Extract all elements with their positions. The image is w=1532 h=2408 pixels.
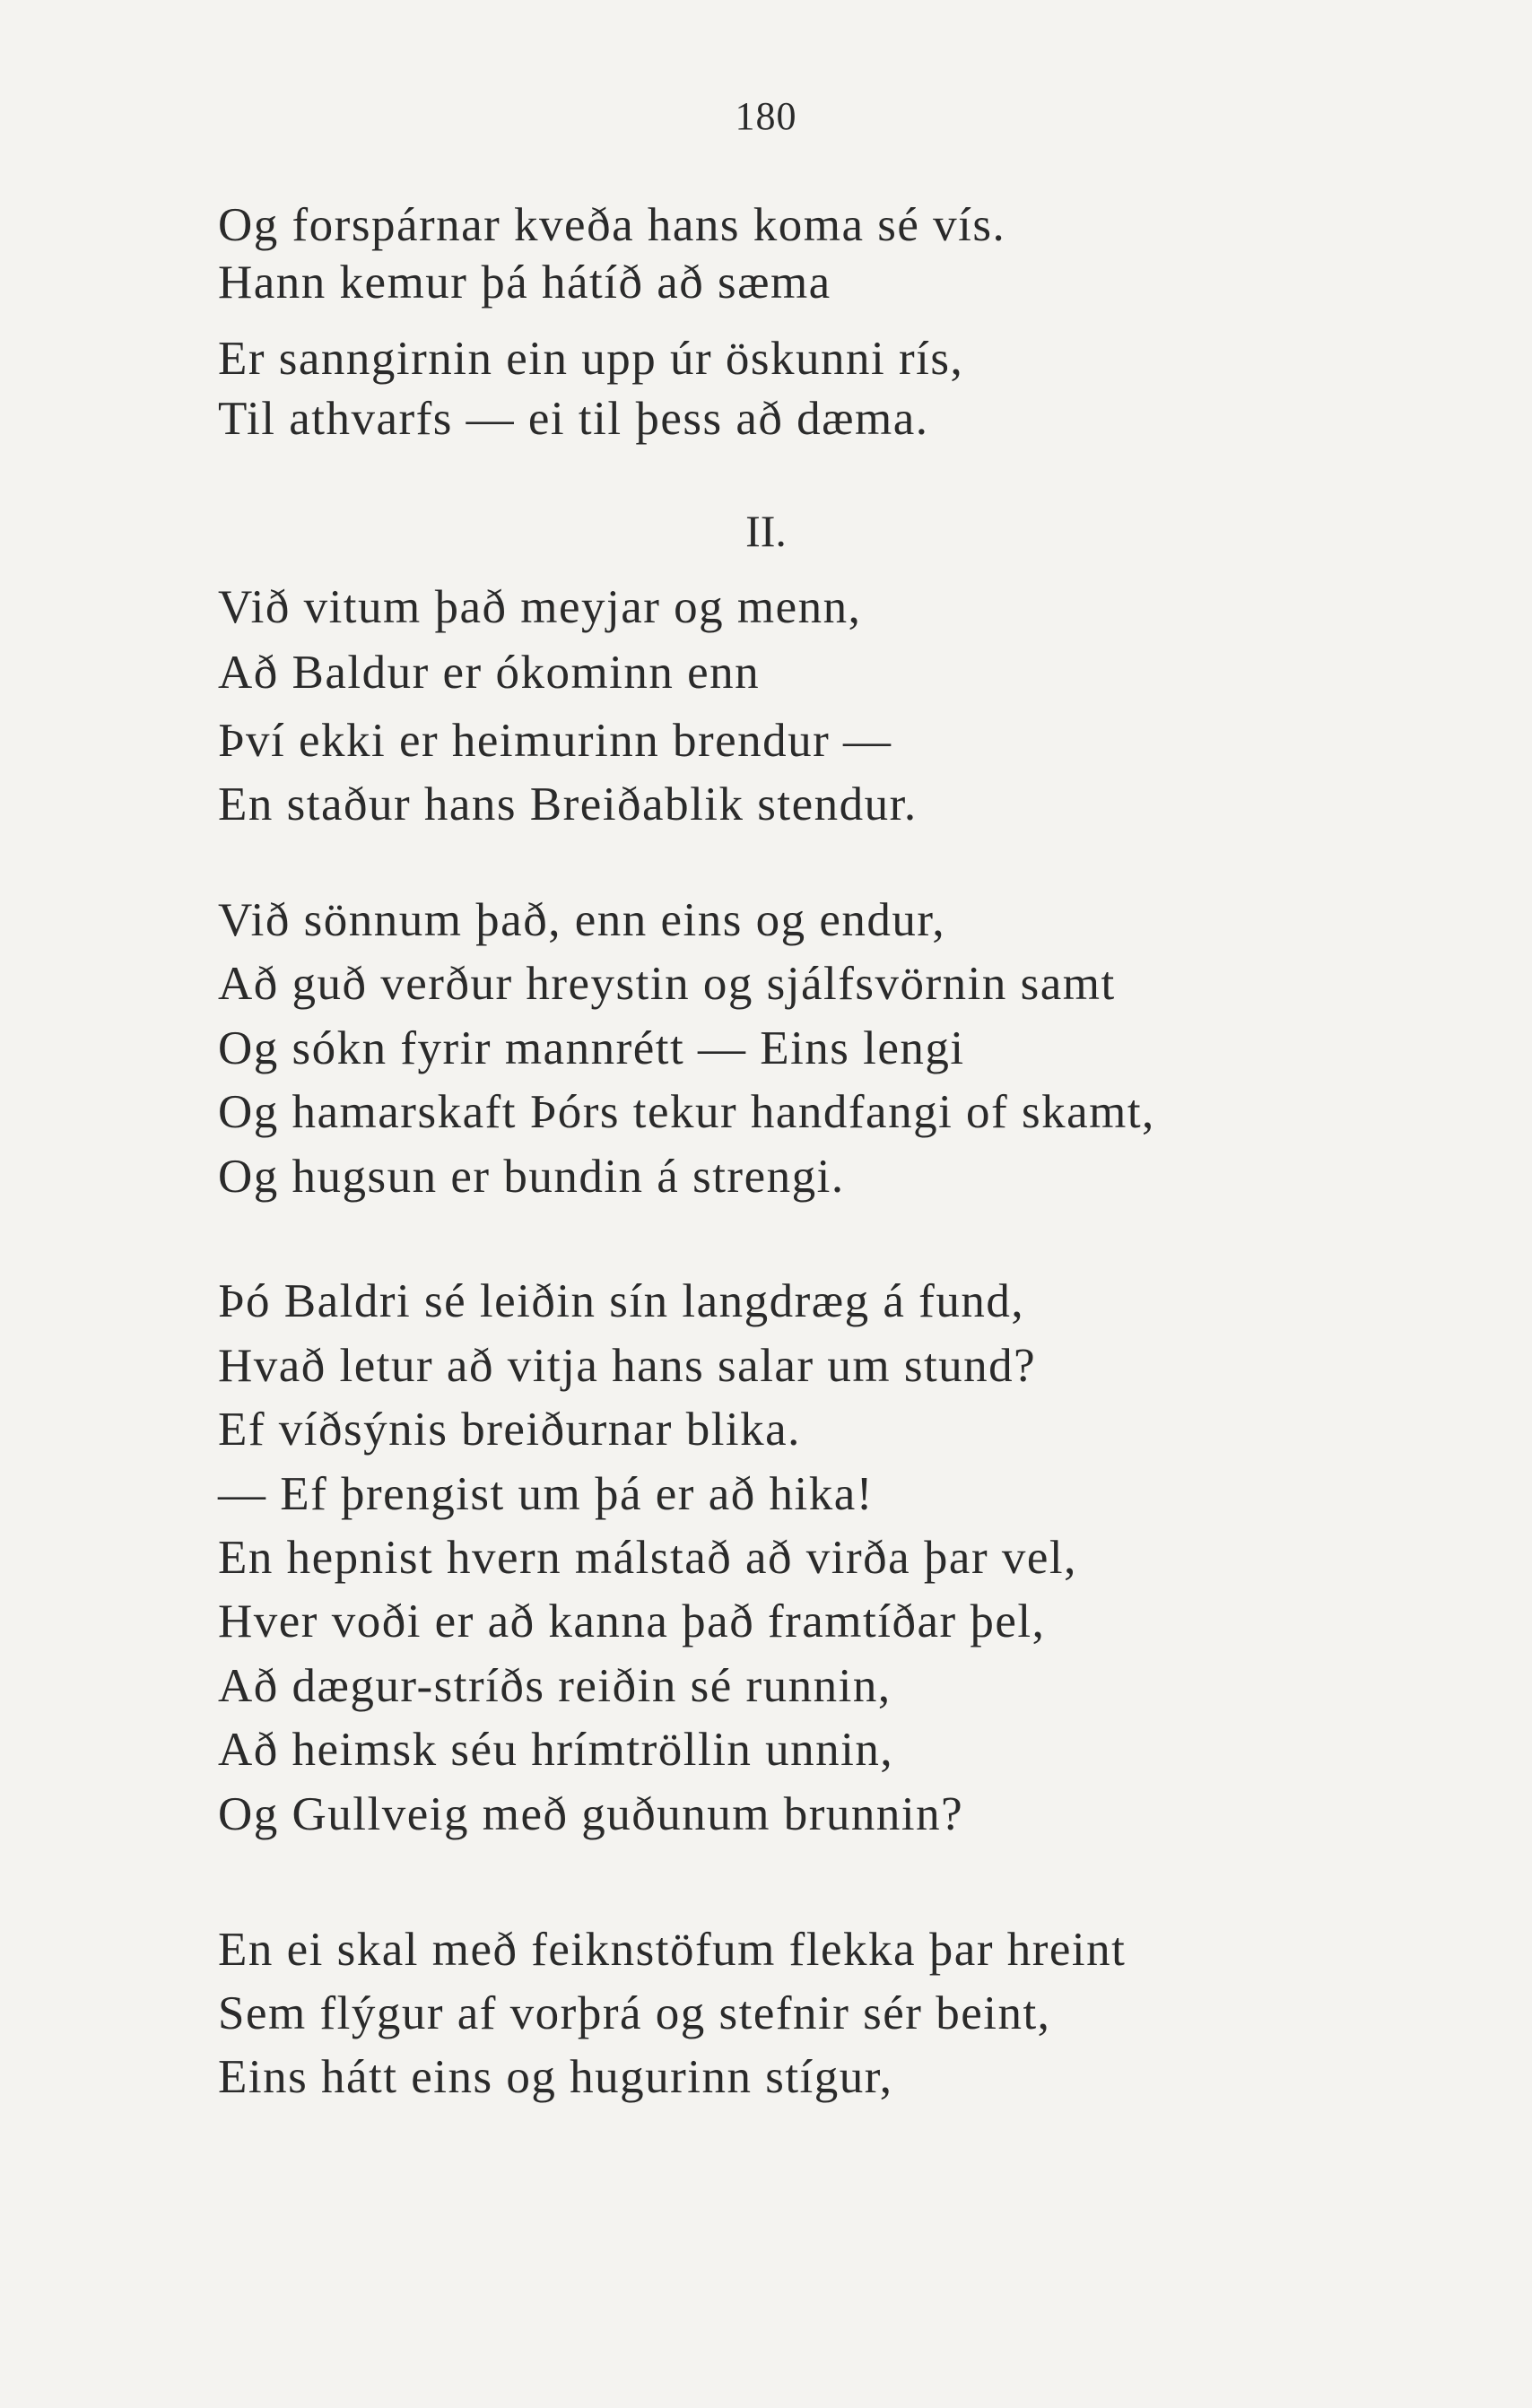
poem-line: Sem flýgur af vorþrá og stefnir sér beint,	[218, 1987, 1051, 2039]
poem-line: Eins hátt eins og hugurinn stígur,	[218, 2051, 893, 2103]
poem-line: En ei skal með feiknstöfum flekka þar hreint	[218, 1924, 1127, 1976]
poem-line: Að heimsk séu hrímtröllin unnin,	[218, 1724, 894, 1776]
poem-line: Að dægur-stríðs reiðin sé runnin,	[218, 1660, 892, 1712]
poem-line: — Ef þrengist um þá er að hika!	[218, 1468, 874, 1520]
poem-line: Og hugsun er bundin á strengi.	[218, 1151, 845, 1203]
poem-line: Þó Baldri sé leiðin sín langdræg á fund,	[218, 1275, 1025, 1327]
page-number: 180	[735, 94, 797, 138]
poem-line: Er sanngirnin ein upp úr öskunni rís,	[218, 333, 964, 385]
poem-line: Hver voði er að kanna það framtíðar þel,	[218, 1595, 1046, 1647]
poem-line: Og forspárnar kveða hans koma sé vís.	[218, 199, 1006, 251]
poem-line: Og sókn fyrir mannrétt — Eins lengi	[218, 1022, 965, 1074]
poem-line: Við vitum það meyjar og menn,	[218, 581, 862, 633]
poem-line: Ef víðsýnis breiðurnar blika.	[218, 1404, 801, 1456]
poem-line: Við sönnum það, enn eins og endur,	[218, 894, 946, 946]
section-heading: II.	[745, 506, 787, 556]
poem-line: Og Gullveig með guðunum brunnin?	[218, 1788, 964, 1840]
poem-line: Að guð verður hreystin og sjálfsvörnin samt	[218, 958, 1116, 1010]
poem-line: Að Baldur er ókominn enn	[218, 647, 761, 699]
poem-line: En hepnist hvern málstað að virða þar vel,	[218, 1532, 1077, 1584]
poem-line: Því ekki er heimurinn brendur —	[218, 715, 892, 767]
poem-line: Og hamarskaft Þórs tekur handfangi of skamt,	[218, 1086, 1155, 1138]
poem-line: Hvað letur að vitja hans salar um stund?	[218, 1340, 1037, 1392]
poem-line: Hann kemur þá hátíð að sæma	[218, 256, 831, 309]
poem-line: Til athvarfs — ei til þess að dæma.	[218, 393, 929, 445]
poem-line: En staður hans Breiðablik stendur.	[218, 778, 918, 830]
